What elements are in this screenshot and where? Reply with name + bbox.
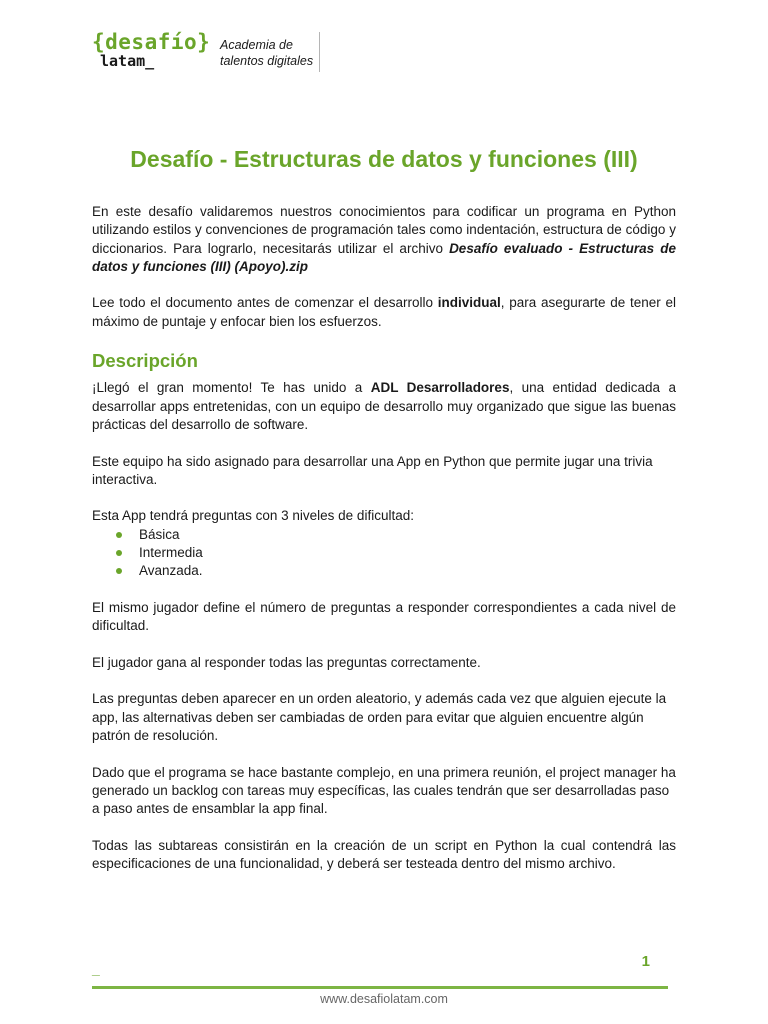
intro-p2-bold: individual: [437, 295, 501, 311]
intro-p2-text: Lee todo el documento antes de comenzar el desarrollo: [92, 295, 438, 311]
description-paragraph-6: Las preguntas deben aparecer en un orden aleatorio, y además cada vez que alguien ejecute la app, las alternativas deben ser cambiadas de orden para evitar que alguien encuentre algún patrón de resolución.: [92, 691, 667, 744]
logo-brand: {desafío}: [92, 30, 211, 54]
desc-p1-text: ¡Llegó el gran momento! Te has unido a: [92, 380, 371, 396]
company-name: ADL Desarrolladores: [370, 380, 510, 396]
logo-subbrand: latam_: [100, 52, 155, 70]
logo: [92, 30, 324, 74]
list-item: [92, 526, 676, 544]
description-paragraph-1: [92, 379, 676, 434]
description-paragraph-3: Esta App tendrá preguntas con 3 niveles de dificultad:: [92, 508, 414, 524]
intro-p2-text-end: , para asegurarte de tener el máximo de puntaje y enfocar bien los esfuerzos.: [92, 295, 677, 329]
logo-tagline-line-1: Academia de: [220, 38, 293, 52]
intro-text: En este desafío validaremos nuestros conocimientos para codificar un programa en Python utilizando estilos y convenciones de programación tales como indentación, estructura de código y diccionarios. Para lograrlo, necesitarás utilizar el archivo: [92, 204, 676, 256]
logo-divider: [319, 32, 320, 72]
list-item: [92, 562, 676, 580]
description-paragraph-7: Dado que el programa se hace bastante complejo, en una primera reunión, el project manager ha generado un backlog con tareas muy específicas, las cuales tendrán que ser desarrolladas paso a paso antes de ensamblar la app final.: [92, 764, 676, 817]
support-file-name: Desafío evaluado - Estructuras de datos y funciones (III) (Apoyo).zip: [92, 240, 677, 274]
page-number: 1: [641, 953, 650, 970]
description-paragraph-2: Este equipo ha sido asignado para desarrollar una App en Python que permite jugar una trivia interactiva.: [92, 453, 653, 487]
bullet-icon: [116, 568, 122, 574]
description-paragraph-4: El mismo jugador define el número de preguntas a responder correspondientes a cada nivel de dificultad.: [92, 599, 676, 634]
description-paragraph-5: El jugador gana al responder todas las preguntas correctamente.: [92, 654, 481, 670]
footer-dash: _: [92, 961, 100, 977]
document-body: [92, 203, 676, 892]
footer-url: www.desafiolatam.com: [320, 992, 448, 1006]
list-item-label: Avanzada.: [139, 563, 203, 579]
logo-tagline: [220, 37, 313, 69]
intro-paragraph-1: [92, 203, 676, 276]
list-item-label: Intermedia: [139, 545, 203, 561]
section-heading-descripcion: Descripción: [92, 350, 198, 372]
bullet-icon: [116, 550, 122, 556]
intro-paragraph-2: [92, 294, 676, 331]
list-item: [92, 544, 676, 562]
document-title: Desafío - Estructuras de datos y funciones (III): [130, 146, 638, 172]
logo-tagline-line-2: talentos digitales: [220, 54, 314, 68]
description-paragraph-8: Todas las subtareas consistirán en la creación de un script en Python la cual contendrá las especificaciones de una funcionalidad, y deberá ser testeada dentro del mismo archivo.: [92, 837, 676, 872]
difficulty-list: [92, 526, 676, 581]
list-item-label: Básica: [139, 526, 180, 542]
bullet-icon: [116, 532, 122, 538]
footer-rule: [92, 986, 668, 989]
desc-p1-text-end: , una entidad dedicada a desarrollar apps entretenidas, con un equipo de desarrollo muy organizado que sigue las buenas prácticas del desarrollo de software.: [92, 380, 676, 432]
